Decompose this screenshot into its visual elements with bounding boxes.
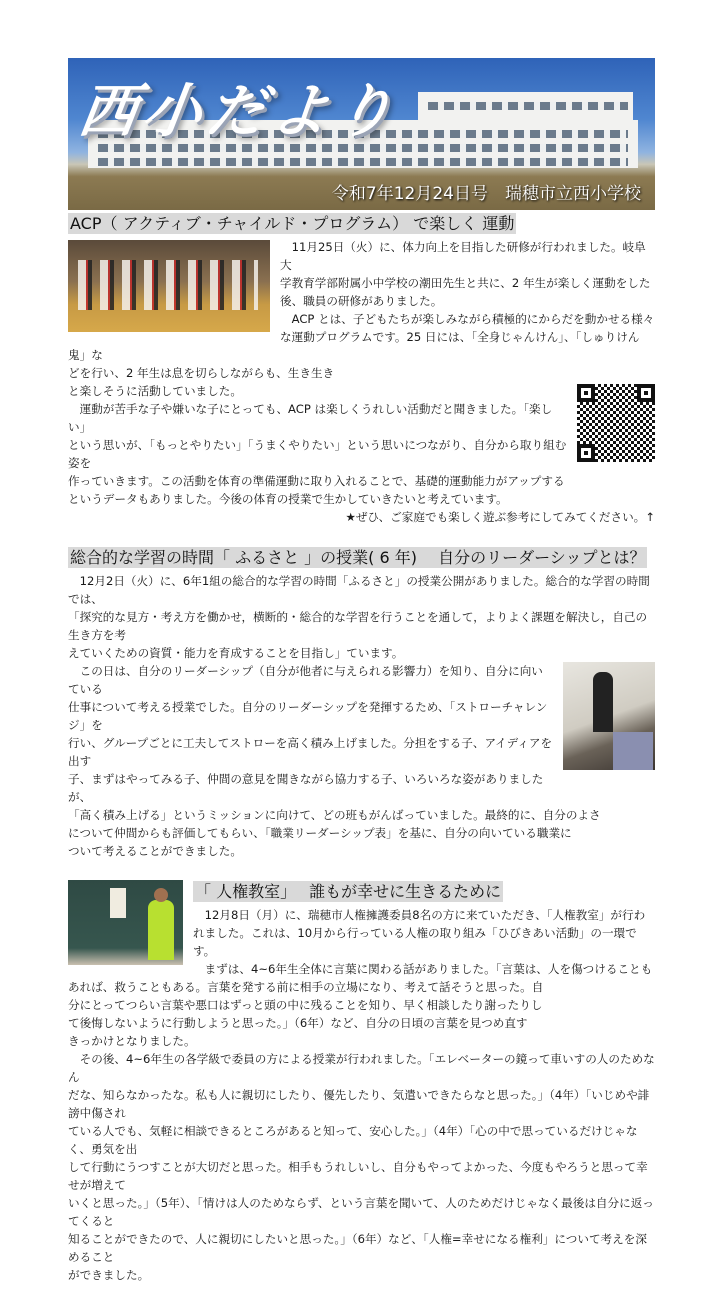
text-line: 知ることができたので、人に親切にしたいと思った。」（6年）など、「人権=幸せになる権利」について考えを深めること: [68, 1232, 647, 1264]
text-line: て後悔しないように行動しようと思った。」（6年）など、自分の日頃の言葉を見つめ直す: [68, 1016, 528, 1030]
section2: [68, 544, 655, 860]
text-line: 「高く積み上げる」というミッションに向けて、どの班もがんばっていました。最終的に、自分のよさ: [68, 808, 601, 822]
text-line: えていくための資質・能力を育成することを目指し」ています。: [68, 646, 404, 660]
text-line: ACP とは、子どもたちが楽しみながら積極的にからだを動かせる様々: [280, 312, 655, 326]
section1-note: ★ぜひ、ご家庭でも楽しく遊ぶ参考にしてみてください。↑: [345, 510, 655, 524]
qr-finder-pattern: [577, 384, 595, 402]
text-line: きっかけとなりました。: [68, 1034, 196, 1048]
speaker-figure: [148, 900, 174, 960]
human-rights-class-photo: [68, 880, 183, 965]
text-line: だな、知らなかったな。私も人に親切にしたり、優先したり、気遣いできたらなと思った。」（4年）「いじめや誹謗中傷され: [68, 1088, 650, 1120]
text-line: と楽しそうに活動していました。: [68, 384, 242, 398]
text-line: というデータもありました。今後の体育の授業で生かしていきたいと考えています。: [68, 492, 508, 506]
newsletter-page: [68, 0, 655, 1304]
children-figures: [78, 260, 258, 310]
text-line: れました。これは、10月から行っている人権の取り組み「ひびきあい活動」の一環です。: [193, 926, 637, 958]
leadership-class-photo: [563, 662, 655, 770]
text-line: 作っていきます。この活動を体育の準備運動に取り入れることで、基礎的運動能力がアップする: [68, 474, 565, 488]
acp-activity-photo: [68, 240, 270, 332]
text-line: な運動プログラムです。25 日には、「全身じゃんけん」、「しゅりけん鬼」な: [68, 330, 640, 362]
blackboard-paper: [110, 888, 126, 918]
newsletter-logo: 西小だより: [74, 77, 405, 145]
text-line: 分にとってつらい言葉や悪口はずっと頭の中に残ることを知り、早く相談したり謝ったりし: [68, 998, 543, 1012]
text-line: 後、職員の研修がありました。: [280, 294, 443, 308]
text-line: その後、4~6年生の各学級で委員の方による授業が行われました。「エレベーターの鏡って車いすの人のためなん: [68, 1052, 655, 1084]
qr-finder-pattern: [577, 444, 595, 462]
section1: [68, 210, 655, 526]
text-line: いくと思った。」（5年）、「情けは人のためならず、という言葉を聞いて、人のためだけじゃなく最後は自分に返ってくると: [68, 1196, 654, 1228]
text-line: 運動が苦手な子や嫌いな子にとっても、ACP は楽しくうれしい活動だと聞きました。「楽しい」: [68, 402, 553, 434]
section2-text-full: [68, 572, 655, 662]
qr-finder-pattern: [637, 384, 655, 402]
text-line: 学教育学部附属小中学校の潮田先生と共に、2 年生が楽しく運動をした: [280, 276, 651, 290]
text-line: ができました。: [68, 1268, 150, 1282]
qr-code[interactable]: [577, 384, 655, 462]
text-line: どを行い、2 年生は息を切らしながらも、生き生き: [68, 366, 335, 380]
header-banner: [68, 58, 655, 210]
text-line: あれば、救うこともある。言葉を発する前に相手の立場になり、考えて話そうと思った。自: [68, 980, 544, 994]
section1-heading: ACP（ アクティブ・チャイルド・プログラム） で楽しく 運動: [70, 214, 515, 233]
student-figure: [613, 732, 653, 770]
section1-text-full: [68, 382, 655, 508]
text-line: 行い、グループごとに工夫してストローを高く積み上げました。分担をする子、アイディアを出す: [68, 736, 553, 768]
text-line: して行動にうつすことが大切だと思った。相手もうれしいし、自分もやってよかった、今度もやろうと思って幸せが増えて: [68, 1160, 648, 1192]
text-line: 12月2日（火）に、6年1組の総合的な学習の時間「ふるさと」の授業公開がありました。総合的な学習の時間では、: [68, 574, 650, 606]
text-line: という思いが、「もっとやりたい」「うまくやりたい」という思いにつながり、自分から取り組む姿を: [68, 438, 567, 470]
building-windows: [98, 158, 628, 166]
text-line: ついて考えることができました。: [68, 844, 242, 858]
text-line: 「探究的な見方・考え方を働かせ，横断的・総合的な学習を行うことを通して，よりよく課題を解決し，自己の生き方を考: [68, 610, 648, 642]
section2-heading: 総合的な学習の時間「 ふるさと 」の授業( 6 年) 自分のリーダーシップとは？: [70, 548, 646, 567]
text-line: まずは、4~6年生全体に言葉に関わる話がありました。「言葉は、人を傷つけることも: [193, 962, 653, 976]
text-line: 仕事について考える授業でした。自分のリーダーシップを発揮するため、「ストローチャレンジ」を: [68, 700, 548, 732]
text-line: について仲間からも評価してもらい、「職業リーダーシップ表」を基に、自分の向いている職業に: [68, 826, 572, 840]
building-windows: [428, 102, 628, 110]
text-line: ている人でも、気軽に相談できるところがあると知って、安心した。」（4年）「心の中で思っているだけじゃなく、勇気を出: [68, 1124, 638, 1156]
text-line: 子、まずはやってみる子、仲間の意見を聞きながら協力する子、いろいろな姿がありましたが、: [68, 772, 544, 804]
issue-date-school: 令和7年12月24日号 瑞穂市立西小学校: [331, 184, 641, 204]
section3: [68, 878, 655, 1284]
text-line: 12月8日（月）に、瑞穂市人権擁護委員8名の方に来ていただき、「人権教室」が行わ: [193, 908, 646, 922]
section3-heading: 「 人権教室」 誰もが幸せに生きるために: [195, 882, 502, 901]
section3-text-full: [68, 1032, 655, 1284]
text-line: 11月25日（火）に、体力向上を目指した研修が行われました。岐阜大: [280, 240, 646, 272]
teacher-figure: [593, 672, 613, 732]
spacer: [68, 526, 655, 544]
text-line: この日は、自分のリーダーシップ（自分が他者に与えられる影響力）を知り、自分に向いている: [68, 664, 543, 696]
speaker-head: [154, 888, 168, 902]
spacer: [68, 860, 655, 878]
